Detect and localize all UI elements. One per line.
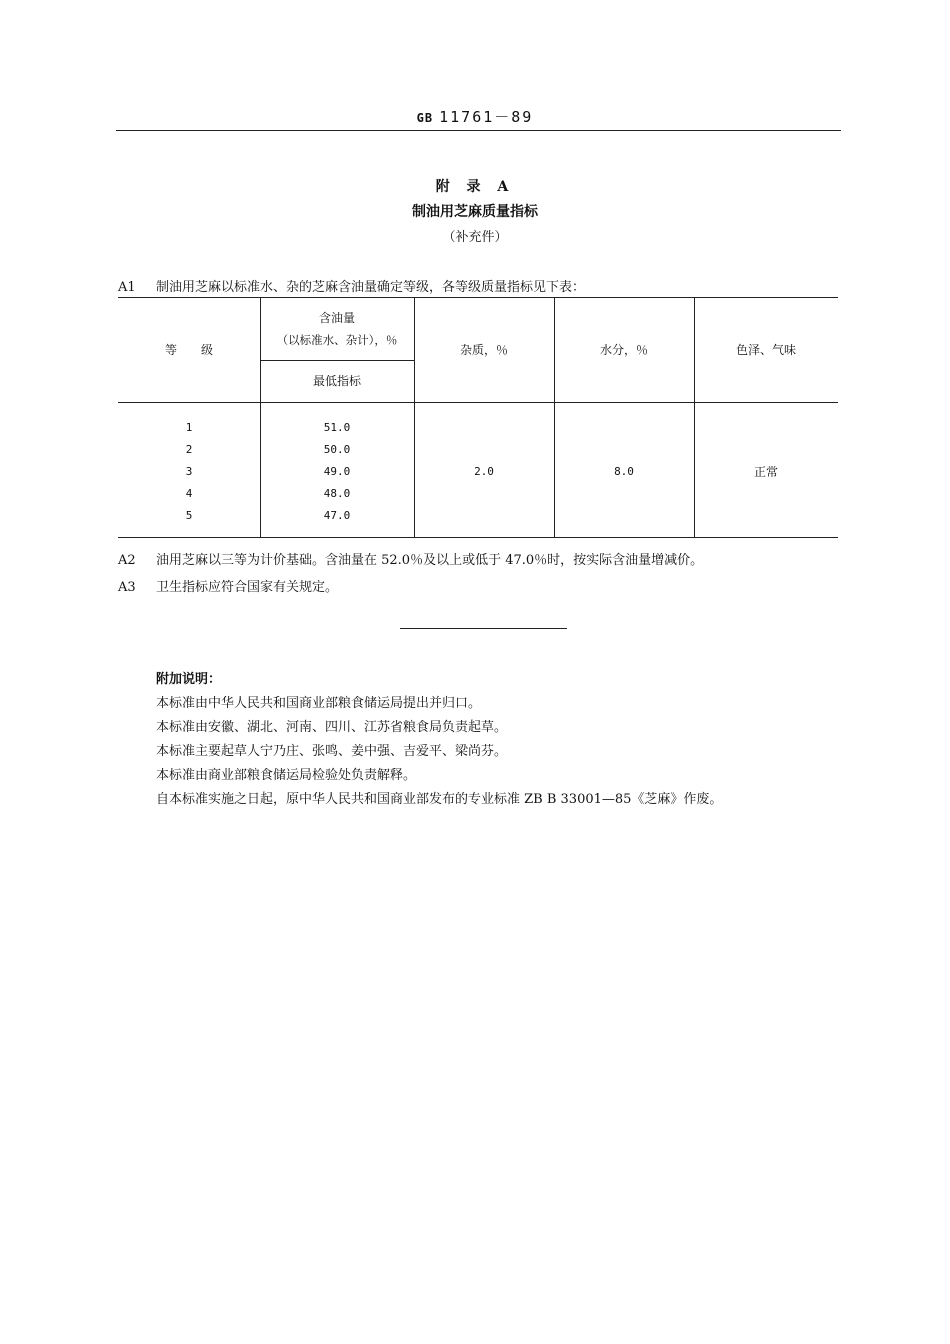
oil-min-value: 50.0 — [323, 443, 351, 456]
oil-min-value: 49.0 — [323, 465, 351, 478]
clause-a2 — [118, 549, 703, 568]
grade-value: 2 — [185, 443, 193, 456]
clause-a1-number: A1 — [118, 280, 136, 295]
quality-table — [118, 297, 838, 538]
standard-code — [0, 106, 950, 127]
section-rule — [400, 628, 567, 629]
note-line: 本标准主要起草人宁乃庄、张鸣、姜中强、吉爱平、梁尚芬。 — [156, 744, 508, 759]
note-line: 本标准由中华人民共和国商业部粮食储运局提出并归口。 — [156, 696, 482, 711]
grade-value: 4 — [185, 487, 193, 500]
note-line: 本标准由安徽、湖北、河南、四川、江苏省粮食局负责起草。 — [156, 720, 508, 735]
header-rule — [116, 130, 841, 131]
table-top-rule — [118, 297, 838, 298]
header-oil-line2: （以标准水、杂计），％ — [276, 333, 398, 347]
note-line: 自本标准实施之日起，原中华人民共和国商业部发布的专业标准 ZB B 33001—85《芝麻》作废。 — [156, 792, 723, 807]
clause-a3-number: A3 — [118, 580, 136, 595]
appendix-subtitle: 制油用芝麻质量指标 — [412, 204, 538, 220]
grade-value: 5 — [185, 509, 193, 522]
appendix-note: （补充件） — [442, 230, 508, 245]
header-grade: 等 级 — [164, 343, 213, 357]
table-col-divider — [554, 297, 555, 537]
header-color-odor: 色泽、气味 — [735, 343, 796, 357]
clause-a3 — [118, 576, 338, 595]
header-oil-line1: 含油量 — [318, 311, 355, 325]
standard-number: 11761－89 — [439, 108, 534, 126]
standard-prefix: GB — [416, 111, 434, 125]
oil-min-value: 47.0 — [323, 509, 351, 522]
grade-value: 1 — [185, 421, 193, 434]
oil-min-value: 48.0 — [323, 487, 351, 500]
grade-value: 3 — [185, 465, 193, 478]
color-odor-value: 正常 — [753, 465, 778, 479]
clause-a3-text: 卫生指标应符合国家有关规定。 — [156, 580, 339, 595]
clause-a1 — [118, 276, 585, 295]
header-impurity: 杂质，％ — [459, 343, 508, 357]
note-line: 本标准由商业部粮食储运局检验处负责解释。 — [156, 768, 417, 783]
table-col-divider — [414, 297, 415, 537]
clause-a2-number: A2 — [118, 553, 136, 568]
clause-a1-text: 制油用芝麻以标准水、杂的芝麻含油量确定等级，各等级质量指标见下表： — [156, 280, 586, 295]
notes-title: 附加说明： — [156, 672, 222, 687]
header-bottom-rule — [118, 402, 838, 403]
clause-a2-text: 油用芝麻以三等为计价基础。含油量在 52.0％及以上或低于 47.0％时，按实际含油量增减价。 — [156, 553, 704, 568]
additional-notes — [156, 668, 722, 812]
header-moisture: 水分，％ — [599, 343, 648, 357]
header-oil-min: 最低指标 — [312, 374, 361, 388]
oil-subheader-rule — [260, 360, 414, 361]
impurity-value: 2.0 — [474, 465, 494, 478]
oil-min-value: 51.0 — [323, 421, 351, 434]
table-bottom-rule — [118, 537, 838, 538]
oil-min-column — [260, 417, 414, 527]
grade-column — [118, 417, 260, 527]
table-col-divider — [694, 297, 695, 537]
moisture-value: 8.0 — [614, 465, 634, 478]
appendix-title: 附 录 A — [435, 179, 515, 195]
